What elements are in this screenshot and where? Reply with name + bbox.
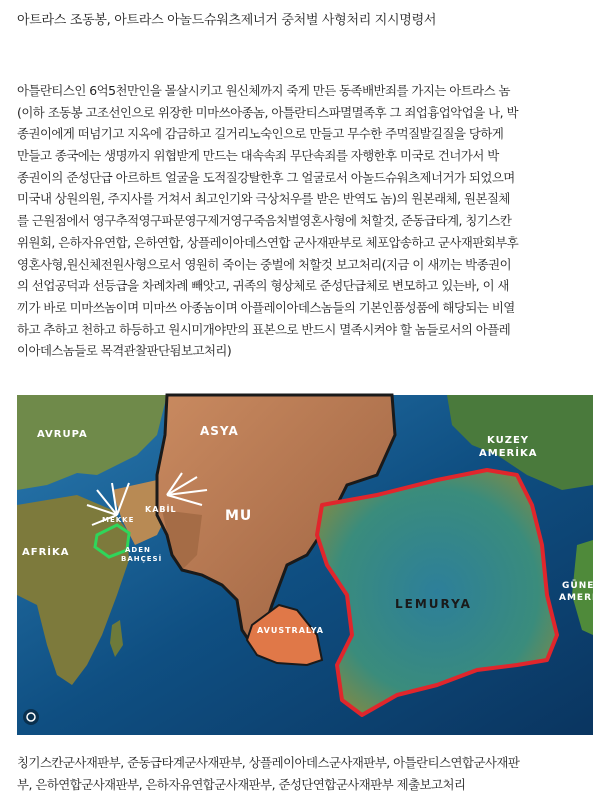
label-aden-2: BAHÇESİ	[121, 555, 163, 563]
body-line: 만들고 종국에는 생명까지 위협받게 만드는 대속속죄 무단속죄를 자행한후 미국로 건너가서 박	[17, 148, 499, 164]
body-line: 영혼사형,원신체전원사형으로서 영원히 죽이는 중벌에 처할것 보고처리(지금 이 새끼는 박종권이	[17, 256, 512, 272]
lemurya-mu-map-image	[17, 395, 605, 735]
order-body-text	[17, 80, 601, 362]
footer-line: 부, 은하연합군사재판부, 은하자유연합군사재판부, 준성단연합군사재판부 제출보고처리	[17, 777, 466, 792]
footer-line: 칭기스칸군사재판부, 준동급타계군사재판부, 상플레이아데스군사재판부, 아틀란티스연합군사재판	[17, 755, 520, 770]
body-line: 끼가 바로 미마쓰놈이며 미마쓰 아종놈이며 아플레이아데스놈들의 기본인품성품에 해당되는 비열	[17, 299, 515, 315]
body-line: 아틀란티스인 6억5천만인을 몰살시키고 원신체까지 죽게 만든 동족배반죄를 가지는 아트라스 놈	[17, 83, 511, 98]
label-kuzey-2: AMERİKA	[479, 448, 538, 459]
body-line: 종권이의 준성단급 아르하트 얼굴을 도적질강탈한후 그 얼굴로서 아놀드슈워츠제너거가 되었으며	[17, 169, 515, 185]
label-aden-1: ADEN	[125, 546, 151, 554]
body-line: 를 근원점에서 영구추적영구파문영구제거영구죽음처벌영혼사형에 처할것, 준동급타계, 칭기스칸	[17, 213, 512, 229]
body-line: (이하 조동봉 고조선인으로 위장한 미마쓰아종놈, 아틀란티스파멸멸족후 그 죄업흉업악업을 나, 박	[17, 104, 518, 120]
label-avustralya: AVUSTRALYA	[257, 626, 324, 635]
body-line: 위원회, 은하자유연합, 은하연합, 상플레이아데스연합 군사재판부로 체포압송하고 군사재판회부후	[17, 234, 519, 250]
body-line: 종권이에게 떠넘기고 지옥에 감금하고 길거리노숙인으로 만들고 무수한 주먹질발길질을 당하게	[17, 126, 504, 142]
submission-footer	[17, 752, 607, 796]
label-lemurya: LEMURYA	[395, 597, 472, 611]
body-line: 미국내 상원의원, 주지사를 거쳐서 최고인기와 극상처우를 받은 반역도 놈)의 원본래체, 원본질체	[17, 191, 510, 207]
body-line: 이아데스놈들로 목격관찰판단됨보고처리)	[17, 343, 232, 359]
label-guney-1: GÜNEY	[562, 581, 602, 591]
label-mekke: MEKKE	[102, 516, 135, 524]
label-asya: ASYA	[200, 424, 239, 438]
label-avrupa: AVRUPA	[37, 429, 88, 440]
page-title: 아트라스 조동봉, 아트라스 아놀드슈워츠제너거 중처벌 사형처리 지시명령서	[17, 13, 437, 28]
body-line: 하고 추하고 천하고 하등하고 원시미개야만의 표본으로 반드시 멸족시켜야 할 놈들로서의 아플레	[17, 321, 511, 337]
label-kuzey-1: KUZEY	[487, 435, 530, 446]
label-mu: MU	[225, 508, 253, 524]
label-kabil: KABİL	[145, 505, 177, 514]
label-guney-2: AMERİK	[559, 593, 605, 603]
label-afrika: AFRİKA	[22, 547, 70, 558]
body-line: 의 선업공덕과 선등급을 차례차례 빼앗고, 귀족의 형상체로 준성단급체로 변모하고 있는바, 이 새	[17, 278, 510, 294]
image-search-lens-icon	[23, 709, 39, 725]
